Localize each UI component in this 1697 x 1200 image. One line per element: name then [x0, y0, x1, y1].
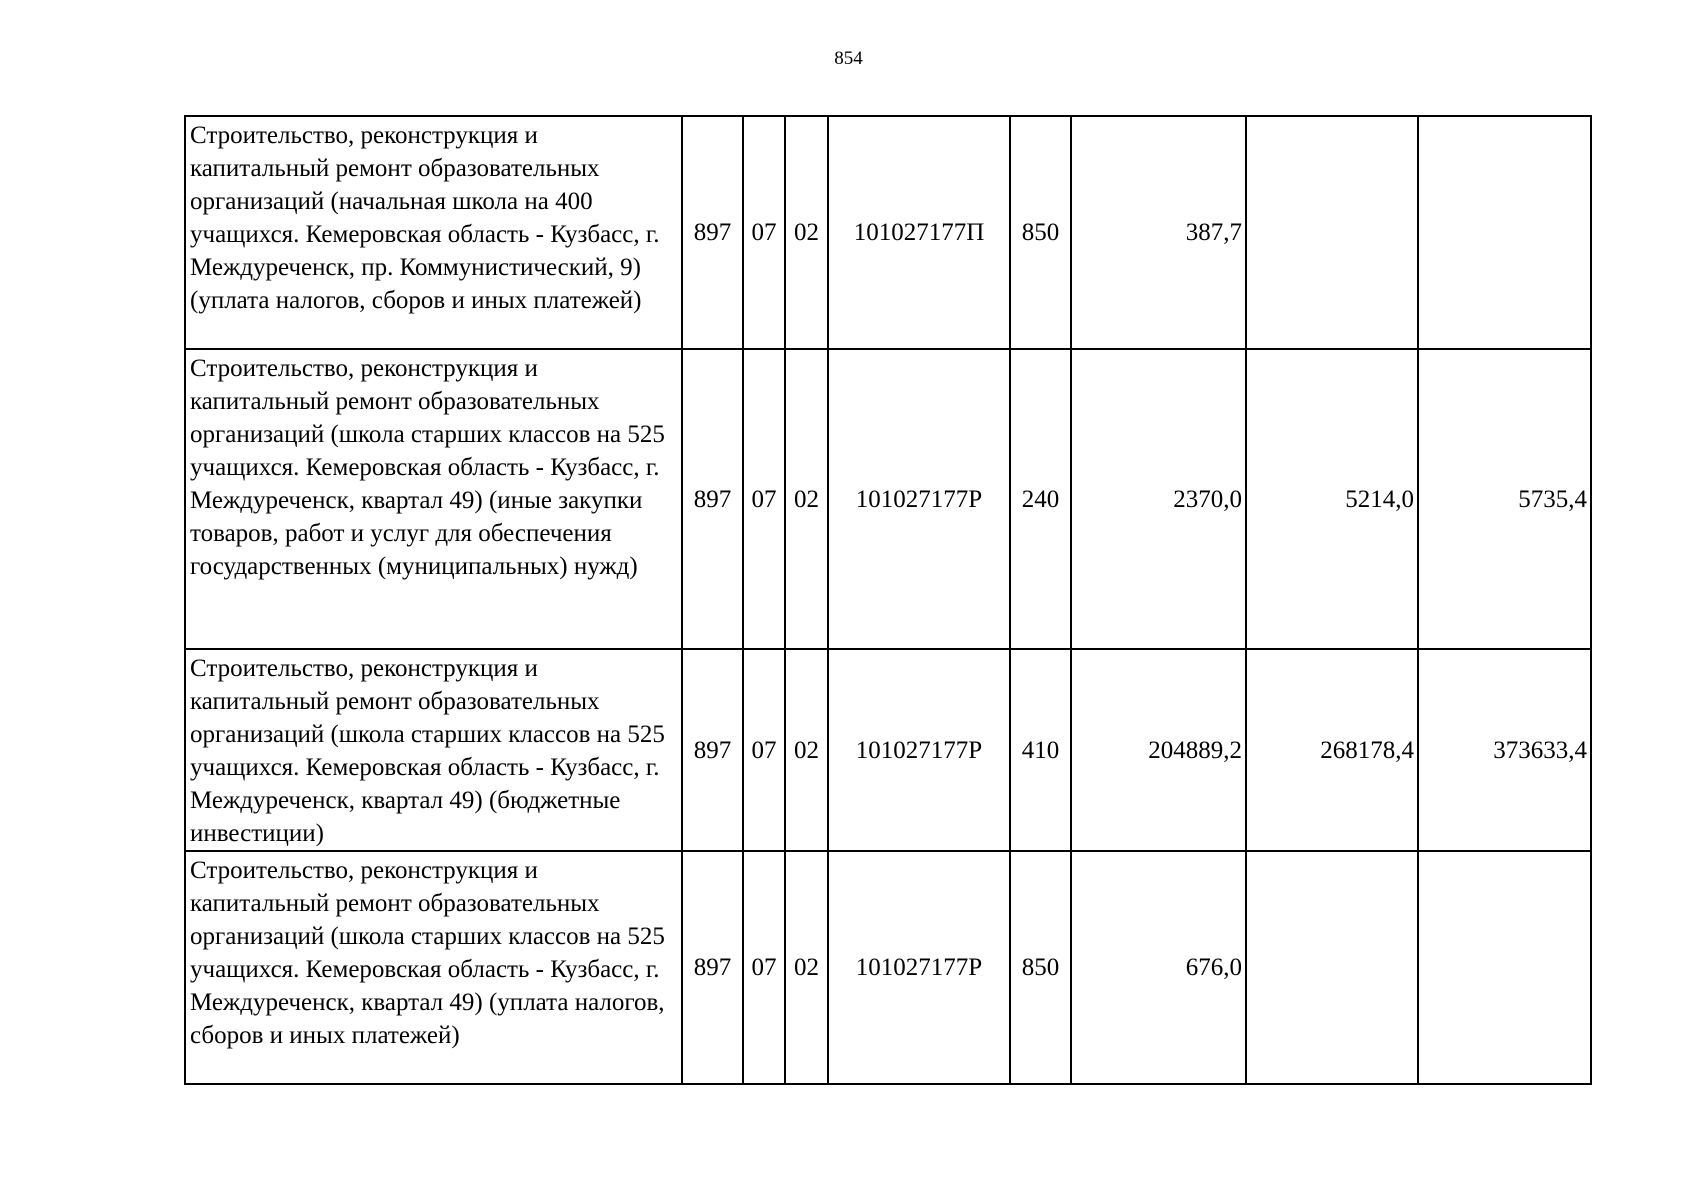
table-row — [185, 349, 1591, 649]
expense-type-code: 240 — [1010, 349, 1071, 649]
amount-year-2 — [1246, 851, 1418, 1084]
target-article-code: 101027177П — [828, 116, 1010, 349]
amount-year-3 — [1418, 851, 1591, 1084]
amount-year-2: 5214,0 — [1246, 349, 1418, 649]
ministry-code: 897 — [682, 116, 743, 349]
amount-year-2 — [1246, 116, 1418, 349]
ministry-code: 897 — [682, 349, 743, 649]
amount-year-3: 5735,4 — [1418, 349, 1591, 649]
section-code: 07 — [743, 349, 785, 649]
expense-type-code: 850 — [1010, 851, 1071, 1084]
expense-type-code: 850 — [1010, 116, 1071, 349]
amount-year-3 — [1418, 116, 1591, 349]
subsection-code: 02 — [785, 649, 828, 851]
page-number: 854 — [834, 48, 863, 69]
table-row — [185, 649, 1591, 851]
subsection-code: 02 — [785, 851, 828, 1084]
target-article-code: 101027177Р — [828, 349, 1010, 649]
table-row — [185, 116, 1591, 349]
amount-year-1: 387,7 — [1071, 116, 1246, 349]
target-article-code: 101027177Р — [828, 851, 1010, 1084]
row-description: Строительство, реконструкция и капитальный ремонт образовательных организаций (школа старших классов на 525 учащихся. Кемеровская область - Кузбасс, г. Междуреченск, квартал 49) (бюджетные инвестиции) — [185, 649, 682, 851]
amount-year-1: 676,0 — [1071, 851, 1246, 1084]
table-row — [185, 851, 1591, 1084]
amount-year-1: 2370,0 — [1071, 349, 1246, 649]
ministry-code: 897 — [682, 649, 743, 851]
budget-table — [184, 115, 1592, 1085]
section-code: 07 — [743, 851, 785, 1084]
row-description: Строительство, реконструкция и капитальный ремонт образовательных организаций (начальная школа на 400 учащихся. Кемеровская область - Кузбасс, г. Междуреченск, пр. Коммунистический, 9) (уплата налогов, сборов и иных платежей) — [185, 116, 682, 349]
row-description: Строительство, реконструкция и капитальный ремонт образовательных организаций (школа старших классов на 525 учащихся. Кемеровская область - Кузбасс, г. Междуреченск, квартал 49) (иные закупки товаров, работ и услуг для обеспечения государственных (муниципальных) нужд) — [185, 349, 682, 649]
amount-year-3: 373633,4 — [1418, 649, 1591, 851]
subsection-code: 02 — [785, 349, 828, 649]
target-article-code: 101027177Р — [828, 649, 1010, 851]
expense-type-code: 410 — [1010, 649, 1071, 851]
section-code: 07 — [743, 649, 785, 851]
section-code: 07 — [743, 116, 785, 349]
amount-year-1: 204889,2 — [1071, 649, 1246, 851]
row-description: Строительство, реконструкция и капитальный ремонт образовательных организаций (школа старших классов на 525 учащихся. Кемеровская область - Кузбасс, г. Междуреченск, квартал 49) (уплата налогов, сборов и иных платежей) — [185, 851, 682, 1084]
subsection-code: 02 — [785, 116, 828, 349]
amount-year-2: 268178,4 — [1246, 649, 1418, 851]
ministry-code: 897 — [682, 851, 743, 1084]
